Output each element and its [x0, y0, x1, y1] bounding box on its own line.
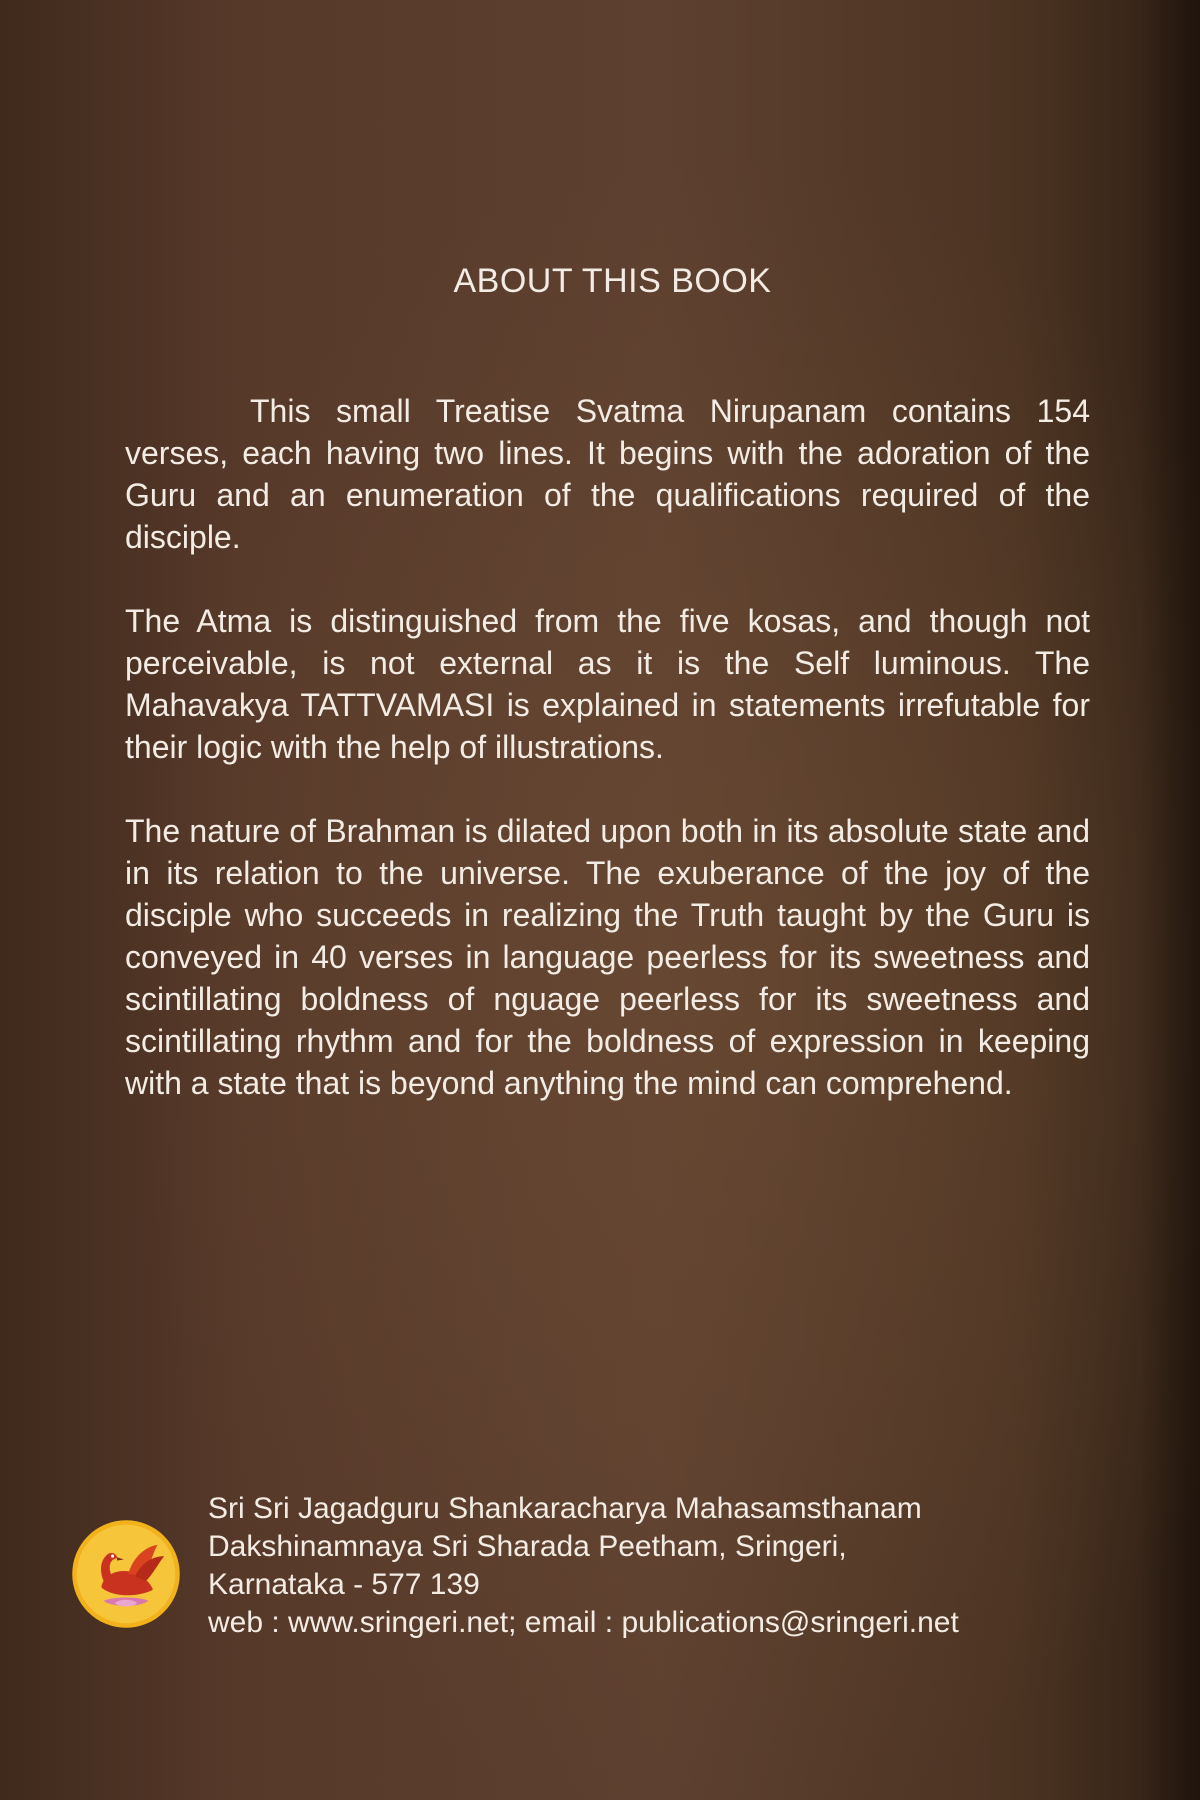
publisher-contact: web : www.sringeri.net; email : publications@sringeri.net	[208, 1606, 959, 1639]
publisher-name: Sri Sri Jagadguru Shankaracharya Mahasamsthanam	[208, 1492, 922, 1525]
description-text	[125, 390, 1090, 1146]
publisher-block	[70, 1490, 1190, 1650]
publisher-peetham: Dakshinamnaya Sri Sharada Peetham, Sringeri,	[208, 1530, 847, 1563]
publisher-address	[208, 1490, 1198, 1642]
swan-emblem-icon	[70, 1518, 182, 1630]
page-title: ABOUT THIS BOOK	[453, 262, 772, 300]
paragraph-3: The nature of Brahman is dilated upon both in its absolute state and in its relation to the universe. The exuberance of the joy of the disciple who succeeds in realizing the Truth taught by the Guru is conveyed in 40 verses in language peerless for its sweetness and scintillating boldness of nguage peerless for its sweetness and scintillating rhythm and for the boldness of expression in keeping with a state that is beyond anything the mind can comprehend.	[125, 813, 1090, 1101]
publisher-state-pin: Karnataka - 577 139	[208, 1568, 480, 1601]
paragraph-2: The Atma is distinguished from the five kosas, and though not perceivable, is not external as it is the Self luminous. The Mahavakya TATTVAMASI is explained in statements irrefutable for their logic with the help of illustrations.	[125, 603, 1090, 765]
paragraph-1: This small Treatise Svatma Nirupanam contains 154 verses, each having two lines. It begins with the adoration of the Guru and an enumeration of the qualifications required of the disciple.	[125, 393, 1090, 555]
